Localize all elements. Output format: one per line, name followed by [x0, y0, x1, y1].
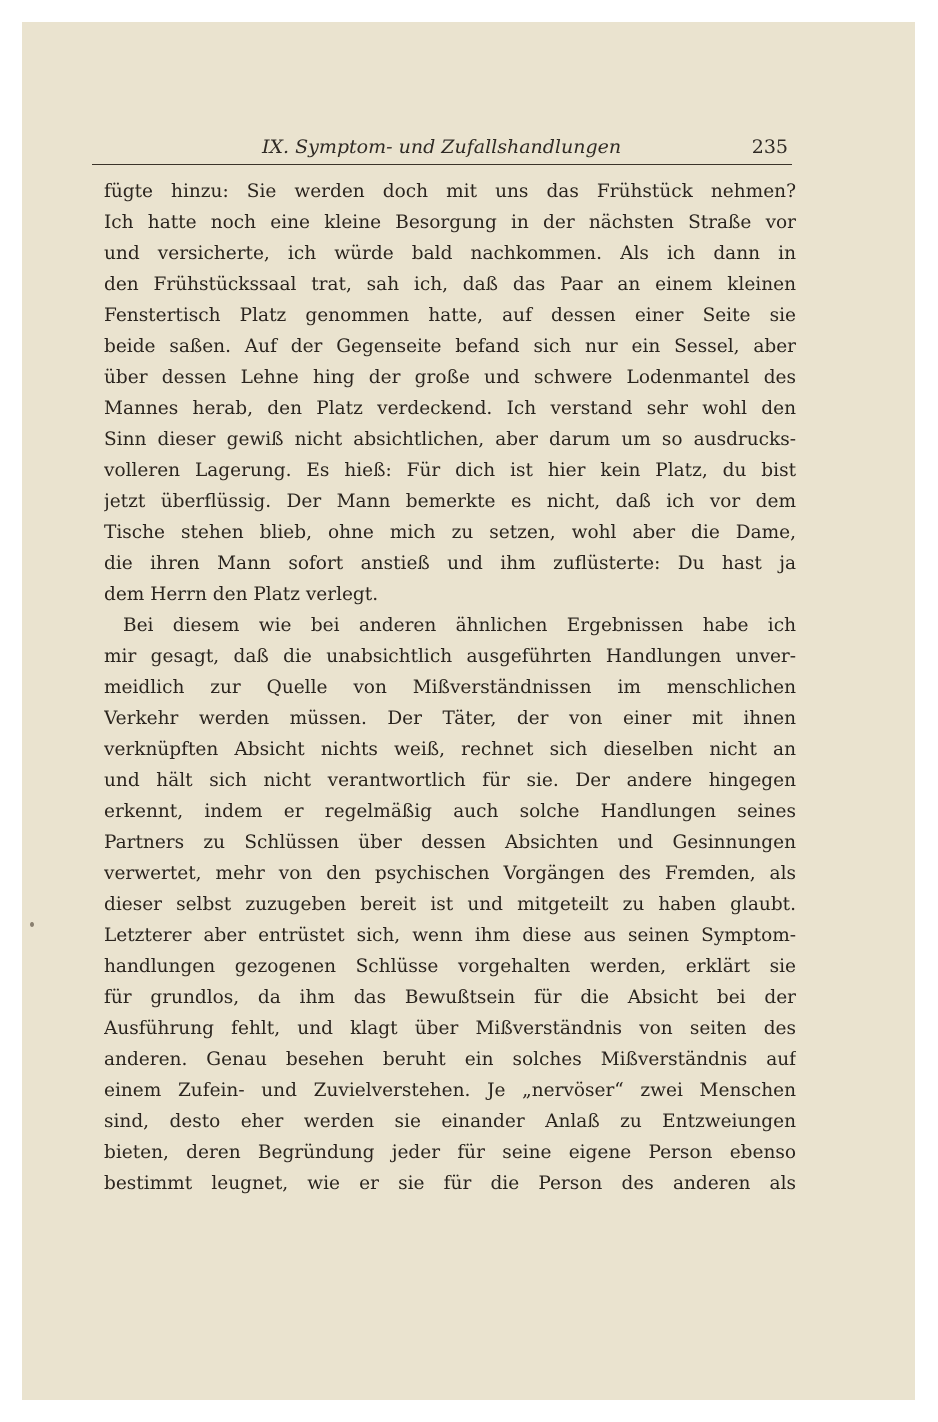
- text-line: Ausführung fehlt, und klagt über Mißverständnis von seiten des: [104, 1018, 796, 1039]
- text-line: Ich hatte noch eine kleine Besorgung in der nächsten Straße vor: [104, 212, 796, 233]
- text-line: Verkehr werden müssen. Der Täter, der von einer mit ihnen: [104, 708, 796, 729]
- text-line: handlungen gezogenen Schlüsse vorgehalten werden, erklärt sie: [104, 956, 796, 977]
- text-line: verwertet, mehr von den psychischen Vorgängen des Fremden, als: [104, 863, 796, 884]
- text-line: Sinn dieser gewiß nicht absichtlichen, aber darum um so ausdrucks-: [104, 429, 796, 450]
- text-line: über dessen Lehne hing der große und schwere Lodenmantel des: [104, 367, 796, 388]
- page-header: [92, 132, 792, 165]
- text-line: einem Zufein- und Zuvielverstehen. Je „nervöser“ zwei Menschen: [104, 1080, 796, 1101]
- text-line: und hält sich nicht verantwortlich für sie. Der andere hingegen: [104, 770, 796, 791]
- text-line: Fenstertisch Platz genommen hatte, auf dessen einer Seite sie: [104, 305, 796, 326]
- text-line: fügte hinzu: Sie werden doch mit uns das Frühstück nehmen?: [104, 181, 796, 202]
- text-line: Letzterer aber entrüstet sich, wenn ihm diese aus seinen Symptom-: [104, 925, 796, 946]
- text-line: bieten, deren Begründung jeder für seine eigene Person ebenso: [104, 1142, 796, 1163]
- text-line: Partners zu Schlüssen über dessen Absichten und Gesinnungen: [104, 832, 796, 853]
- text-line: mir gesagt, daß die unabsichtlich ausgeführten Handlungen unver-: [104, 646, 796, 667]
- text-line: volleren Lagerung. Es hieß: Für dich ist hier kein Platz, du bist: [104, 460, 796, 481]
- paper-speck: [30, 922, 34, 927]
- paragraph-2: [104, 610, 796, 1199]
- text-line: für grundlos, da ihm das Bewußtsein für die Absicht bei der: [104, 987, 796, 1008]
- body-text: [104, 176, 796, 1199]
- text-line: verknüpften Absicht nichts weiß, rechnet sich dieselben nicht an: [104, 739, 796, 760]
- book-page: [22, 22, 915, 1400]
- text-line: Bei diesem wie bei anderen ähnlichen Ergebnissen habe ich: [123, 615, 796, 636]
- text-line: erkennt, indem er regelmäßig auch solche Handlungen seines: [104, 801, 796, 822]
- text-line: den Frühstückssaal trat, sah ich, daß das Paar an einem kleinen: [104, 274, 796, 295]
- text-line: bestimmt leugnet, wie er sie für die Person des anderen als: [104, 1173, 796, 1194]
- text-line: beide saßen. Auf der Gegenseite befand sich nur ein Sessel, aber: [104, 336, 796, 357]
- paragraph-1: [104, 176, 796, 610]
- text-line: dieser selbst zuzugeben bereit ist und mitgeteilt zu haben glaubt.: [104, 894, 796, 915]
- page-number: 235: [751, 136, 788, 158]
- text-line: dem Herrn den Platz verlegt.: [104, 584, 379, 605]
- text-line: sind, desto eher werden sie einander Anlaß zu Entzweiungen: [104, 1111, 796, 1132]
- text-line: Mannes herab, den Platz verdeckend. Ich verstand sehr wohl den: [104, 398, 796, 419]
- text-line: anderen. Genau besehen beruht ein solches Mißverständnis auf: [104, 1049, 796, 1070]
- text-line: und versicherte, ich würde bald nachkommen. Als ich dann in: [104, 243, 796, 264]
- running-head: IX. Symptom- und Zufallshandlungen: [262, 136, 622, 158]
- text-line: Tische stehen blieb, ohne mich zu setzen, wohl aber die Dame,: [104, 522, 796, 543]
- text-line: jetzt überflüssig. Der Mann bemerkte es nicht, daß ich vor dem: [104, 491, 796, 512]
- text-line: meidlich zur Quelle von Mißverständnissen im menschlichen: [104, 677, 796, 698]
- text-line: die ihren Mann sofort anstieß und ihm zuflüsterte: Du hast ja: [104, 553, 796, 574]
